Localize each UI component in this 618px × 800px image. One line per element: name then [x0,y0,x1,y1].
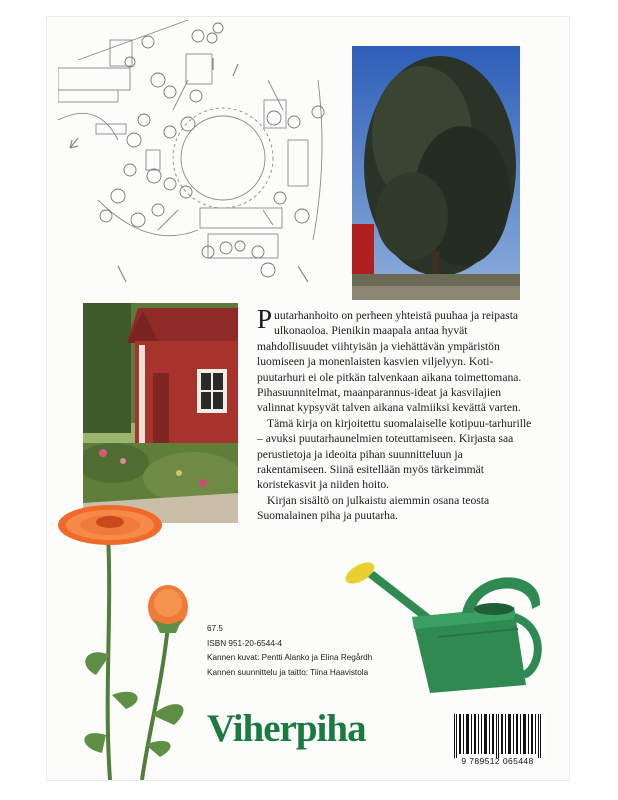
garden-house-photo [83,303,238,523]
cover-description [257,304,533,524]
paragraph-origin: Kirjan sisältö on julkaistu aiemmin osana teosta Suomalainen piha ja puutarha. [257,493,490,523]
isbn-text: ISBN 951-20-6544-4 [207,638,283,648]
garden-plan-drawing [58,20,341,290]
watering-can-photo [342,557,547,697]
photo-credits: Kannen kuvat: Pentti Alanko ja Elina Regårdh [207,653,373,663]
paragraph-purpose: Tämä kirja on kirjoitettu suomalaiselle kotipuu-tarhurille – avuksi puutarhaunelmien toteuttamiseen. Kirjasta saa perustietoja ja ideoita pihan suunnitteluun ja rakentamiseen. Siinä esitellään myös tärkeimmät koristekasvit ja niiden hoito. [257,416,532,492]
tree-photo [352,46,520,300]
paragraph-text: uutarhanhoito on perheen yhteistä puuhaa ja reipasta ulkonaoloa. Pienikin maapala antaa hyvät mahdollisuudet viihtyisän ja viehättävän ympäristön luomiseen ja monenlaisten kasvien viljelyyn. Koti-puutarhuri ei ole pitkän talvenkaan aikana toimettomana. Pihasuunnitelmat, maanparannus-ideat ja kasvilajien valinnat kypsyvät talven aikana valmiiksi kevättä varten. [257,309,522,415]
classification-code: 67.5 [207,624,223,633]
calendula-flower-photo [56,495,221,780]
paragraph-intro [257,304,533,416]
drop-cap: P [257,304,273,334]
design-credits: Kannen suunnittelu ja taitto: Tiina Haavistola [207,667,369,677]
publisher-logo: Viherpiha [207,707,366,750]
barcode-number: 9 789512 065448 [461,756,534,766]
